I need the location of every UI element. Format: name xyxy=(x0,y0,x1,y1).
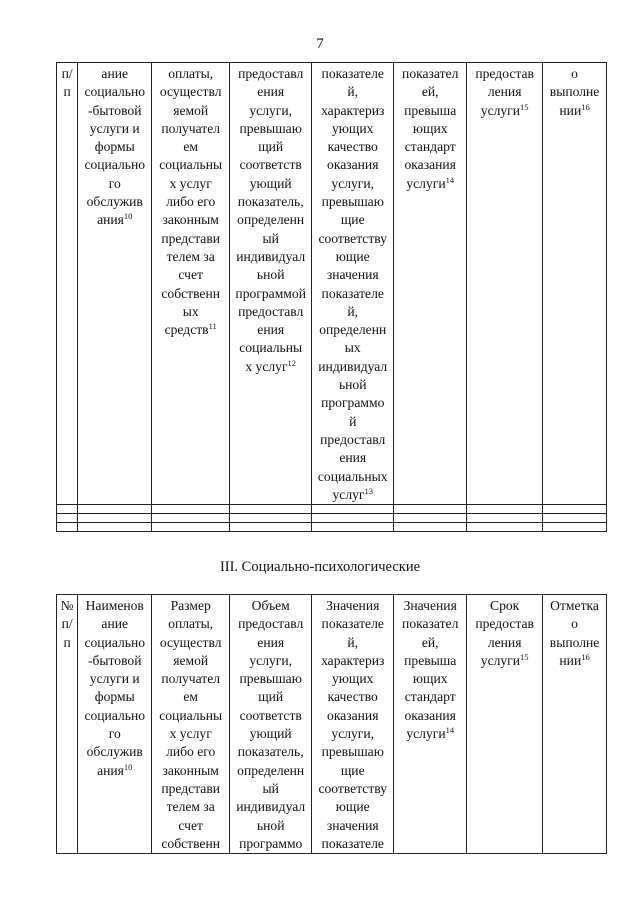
services-table-continued xyxy=(56,62,607,532)
col-volume-header: предоставл ения услуги, превышаю щий соответств ующий показатель, определенн ый индивидуал ьной программой предоставл ения социальны х услуг$^{12}$ xyxy=(230,63,312,505)
col-service-name-header: Наименов ание социально -бытовой услуги и формы социально го обслужив ания$^{10}$ xyxy=(78,595,152,854)
col-standard-values-header: Значения показател ей, превыша ющих стандарт оказания услуги$^{14}$ xyxy=(394,595,467,854)
table-row xyxy=(57,514,607,523)
table-cell xyxy=(230,514,312,523)
table-row xyxy=(57,505,607,514)
table-cell xyxy=(57,505,78,514)
table-cell xyxy=(230,505,312,514)
table-cell xyxy=(152,505,230,514)
table-cell xyxy=(467,505,543,514)
table-cell xyxy=(78,523,152,532)
table-cell xyxy=(394,505,467,514)
col-payment-header: Размер оплаты, осуществл яемой получател ем социальны х услуг либо его законным представи телем за счет собственн xyxy=(152,595,230,854)
col-quality-values-header: показателе й, характериз ующих качество оказания услуги, превышаю щие соответству ющие значения показателе й, определенн ых индивидуал ьной программо й предоставл ения социальных услуг$^{13}$ xyxy=(312,63,394,505)
col-term-header: Срок предостав ления услуги$^{15}$ xyxy=(467,595,543,854)
table-cell xyxy=(394,523,467,532)
table-cell xyxy=(78,514,152,523)
table-header-row xyxy=(57,595,607,854)
section-title: III. Социально-психологические xyxy=(219,559,421,575)
table-cell xyxy=(543,505,607,514)
col-standard-values-header: показател ей, превыша ющих стандарт оказания услуги$^{14}$ xyxy=(394,63,467,505)
table-cell xyxy=(312,514,394,523)
col-term-header: предостав ления услуги$^{15}$ xyxy=(467,63,543,505)
col-volume-header: Объем предоставл ения услуги, превышаю щий соответств ующий показатель, определенн ый индивидуал ьной программо xyxy=(230,595,312,854)
table-cell xyxy=(57,514,78,523)
table-cell xyxy=(543,514,607,523)
table-cell xyxy=(312,523,394,532)
col-quality-values-header: Значения показателе й, характериз ующих качество оказания услуги, превышаю щие соответству ющие значения показателе xyxy=(312,595,394,854)
table-cell xyxy=(394,514,467,523)
table-cell xyxy=(543,523,607,532)
table-cell xyxy=(467,514,543,523)
col-number-header: п/ п xyxy=(57,63,78,505)
table-cell xyxy=(152,514,230,523)
col-mark-header: о выполне нии$^{16}$ xyxy=(543,63,607,505)
table-cell xyxy=(467,523,543,532)
col-service-name-header: ание социально -бытовой услуги и формы социально го обслужив ания$^{10}$ xyxy=(78,63,152,505)
col-number-header: № п/ п xyxy=(57,595,78,854)
page-number: 7 xyxy=(316,36,324,52)
table-cell xyxy=(312,505,394,514)
table-cell xyxy=(78,505,152,514)
table-cell xyxy=(57,523,78,532)
table-header-row xyxy=(57,63,607,505)
table-row xyxy=(57,523,607,532)
table-cell xyxy=(152,523,230,532)
col-mark-header: Отметка о выполне нии$^{16}$ xyxy=(543,595,607,854)
col-payment-header: оплаты, осуществл яемой получател ем социальны х услуг либо его законным представи телем за счет собственн ых средств$^{11}$ xyxy=(152,63,230,505)
table-cell xyxy=(230,523,312,532)
psychological-services-table xyxy=(56,594,607,854)
